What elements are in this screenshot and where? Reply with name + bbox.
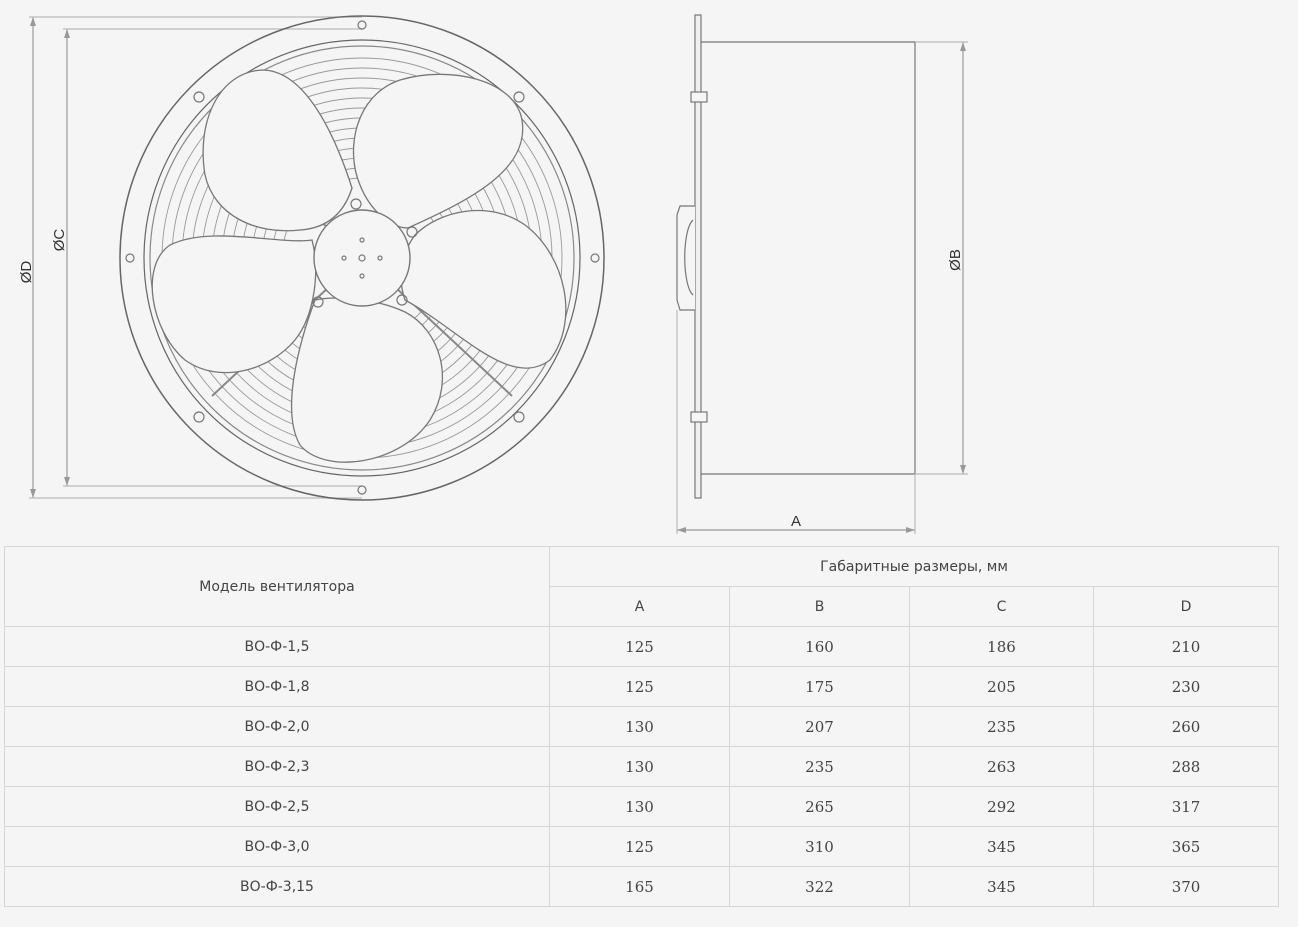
value-cell-a: 125 [550,667,730,707]
column-header-a: A [550,587,730,627]
dimensions-table [4,546,1279,907]
model-cell: ВО-Ф-2,3 [5,747,550,787]
model-cell: ВО-Ф-2,5 [5,787,550,827]
value-cell-c: 205 [910,667,1094,707]
model-cell: ВО-Ф-1,8 [5,667,550,707]
dimensions-table-container [4,546,1278,907]
table-row [5,667,1279,707]
fan-front-view [29,16,604,500]
value-cell-b: 207 [730,707,910,747]
model-cell: ВО-Ф-1,5 [5,627,550,667]
column-header-b: B [730,587,910,627]
value-cell-a: 125 [550,627,730,667]
value-cell-d: 288 [1094,747,1279,787]
table-row [5,627,1279,667]
value-cell-d: 365 [1094,827,1279,867]
value-cell-c: 235 [910,707,1094,747]
value-cell-c: 345 [910,867,1094,907]
dim-label-a: A [790,513,802,530]
value-cell-d: 230 [1094,667,1279,707]
dim-label-b: ØB [947,249,964,271]
dim-label-d: ØD [18,260,35,284]
value-cell-b: 175 [730,667,910,707]
table-row [5,867,1279,907]
model-column-header: Модель вентилятора [5,547,550,627]
value-cell-c: 345 [910,827,1094,867]
column-header-d: D [1094,587,1279,627]
value-cell-a: 125 [550,827,730,867]
value-cell-c: 292 [910,787,1094,827]
value-cell-b: 235 [730,747,910,787]
dim-label-c: ØC [51,228,68,252]
model-cell: ВО-Ф-2,0 [5,707,550,747]
value-cell-b: 160 [730,627,910,667]
value-cell-a: 130 [550,747,730,787]
table-row [5,827,1279,867]
value-cell-c: 186 [910,627,1094,667]
value-cell-a: 165 [550,867,730,907]
value-cell-a: 130 [550,787,730,827]
value-cell-d: 370 [1094,867,1279,907]
fan-side-view [677,15,968,534]
value-cell-b: 265 [730,787,910,827]
value-cell-b: 310 [730,827,910,867]
value-cell-c: 263 [910,747,1094,787]
table-row [5,747,1279,787]
value-cell-d: 260 [1094,707,1279,747]
dimensions-column-header: Габаритные размеры, мм [550,547,1279,587]
table-row [5,787,1279,827]
column-header-c: C [910,587,1094,627]
table-row [5,707,1279,747]
table-header-row [5,547,1279,587]
value-cell-d: 210 [1094,627,1279,667]
value-cell-a: 130 [550,707,730,747]
model-cell: ВО-Ф-3,15 [5,867,550,907]
value-cell-b: 322 [730,867,910,907]
value-cell-d: 317 [1094,787,1279,827]
model-cell: ВО-Ф-3,0 [5,827,550,867]
